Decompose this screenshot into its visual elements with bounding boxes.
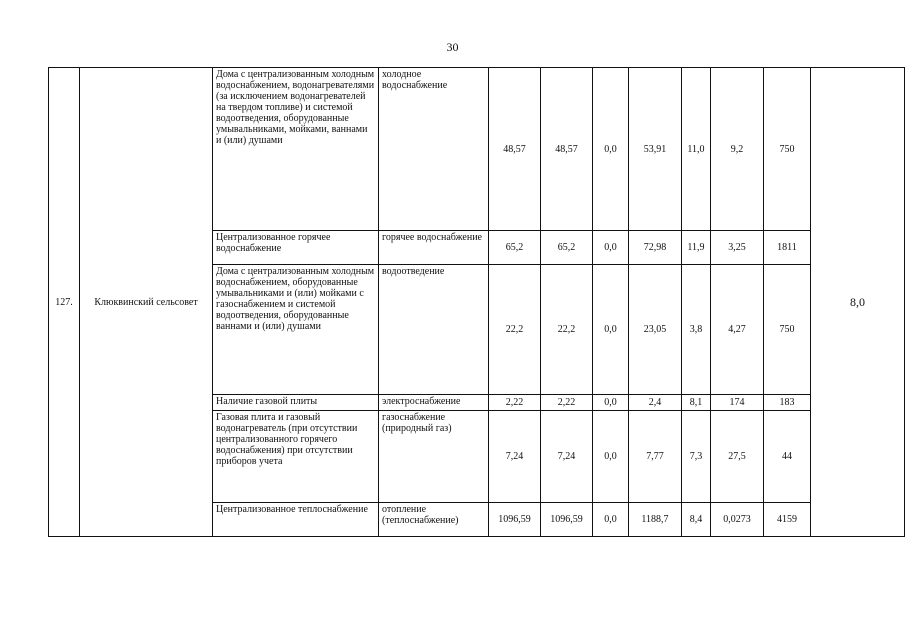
value-cell: 44	[764, 411, 811, 503]
row-description: Наличие газовой плиты	[213, 395, 379, 411]
value-cell: 3,8	[682, 265, 711, 395]
value-cell: 72,98	[629, 231, 682, 265]
value-cell: 0,0	[593, 411, 629, 503]
row-service: отопление (теплоснабжение)	[379, 503, 489, 537]
row-service: водоотведение	[379, 265, 489, 395]
value-cell: 1188,7	[629, 503, 682, 537]
row-description: Дома с централизованным холодным водоснабжением, оборудованные умывальниками и (или) мойками с газоснабжением и системой водоотведения, оборудованные ваннами и (или) душами	[213, 265, 379, 395]
row-service: электроснабжение	[379, 395, 489, 411]
row-service: холодное водоснабжение	[379, 68, 489, 231]
value-cell: 0,0	[593, 265, 629, 395]
settlement-name: Клюквинский сельсовет	[80, 68, 213, 537]
value-cell: 750	[764, 265, 811, 395]
value-cell: 7,77	[629, 411, 682, 503]
row-number: 127.	[49, 68, 80, 537]
value-cell: 8,4	[682, 503, 711, 537]
value-cell: 22,2	[489, 265, 541, 395]
table-row	[49, 68, 905, 231]
value-cell: 2,4	[629, 395, 682, 411]
row-service: горячее водоснабжение	[379, 231, 489, 265]
value-cell: 48,57	[541, 68, 593, 231]
tariff-table	[48, 67, 905, 537]
value-cell: 2,22	[489, 395, 541, 411]
value-cell: 65,2	[489, 231, 541, 265]
value-cell: 0,0	[593, 68, 629, 231]
value-cell: 183	[764, 395, 811, 411]
value-cell: 11,9	[682, 231, 711, 265]
value-cell: 8,1	[682, 395, 711, 411]
value-cell: 11,0	[682, 68, 711, 231]
row-description: Централизованное горячее водоснабжение	[213, 231, 379, 265]
value-cell: 9,2	[711, 68, 764, 231]
value-cell: 22,2	[541, 265, 593, 395]
value-cell: 4159	[764, 503, 811, 537]
value-cell: 7,3	[682, 411, 711, 503]
summary-value: 8,0	[811, 68, 905, 537]
value-cell: 48,57	[489, 68, 541, 231]
value-cell: 750	[764, 68, 811, 231]
value-cell: 27,5	[711, 411, 764, 503]
value-cell: 1096,59	[489, 503, 541, 537]
row-description: Централизованное теплоснабжение	[213, 503, 379, 537]
value-cell: 3,25	[711, 231, 764, 265]
value-cell: 7,24	[489, 411, 541, 503]
value-cell: 23,05	[629, 265, 682, 395]
row-description: Газовая плита и газовый водонагреватель (при отсутствии централизованного горячего водоснабжения) при отсутствии приборов учета	[213, 411, 379, 503]
value-cell: 7,24	[541, 411, 593, 503]
value-cell: 4,27	[711, 265, 764, 395]
value-cell: 174	[711, 395, 764, 411]
value-cell: 1096,59	[541, 503, 593, 537]
value-cell: 2,22	[541, 395, 593, 411]
value-cell: 0,0273	[711, 503, 764, 537]
value-cell: 0,0	[593, 503, 629, 537]
value-cell: 53,91	[629, 68, 682, 231]
value-cell: 65,2	[541, 231, 593, 265]
row-service: газоснабжение (природный газ)	[379, 411, 489, 503]
page-number: 30	[446, 40, 459, 54]
value-cell: 0,0	[593, 395, 629, 411]
value-cell: 0,0	[593, 231, 629, 265]
row-description: Дома с централизованным холодным водоснабжением, водонагревателями (за исключением водонагревателей на твердом топливе) и системой водоотведения, оборудованные умывальниками, мойками, ваннами и (или) душами	[213, 68, 379, 231]
value-cell: 1811	[764, 231, 811, 265]
